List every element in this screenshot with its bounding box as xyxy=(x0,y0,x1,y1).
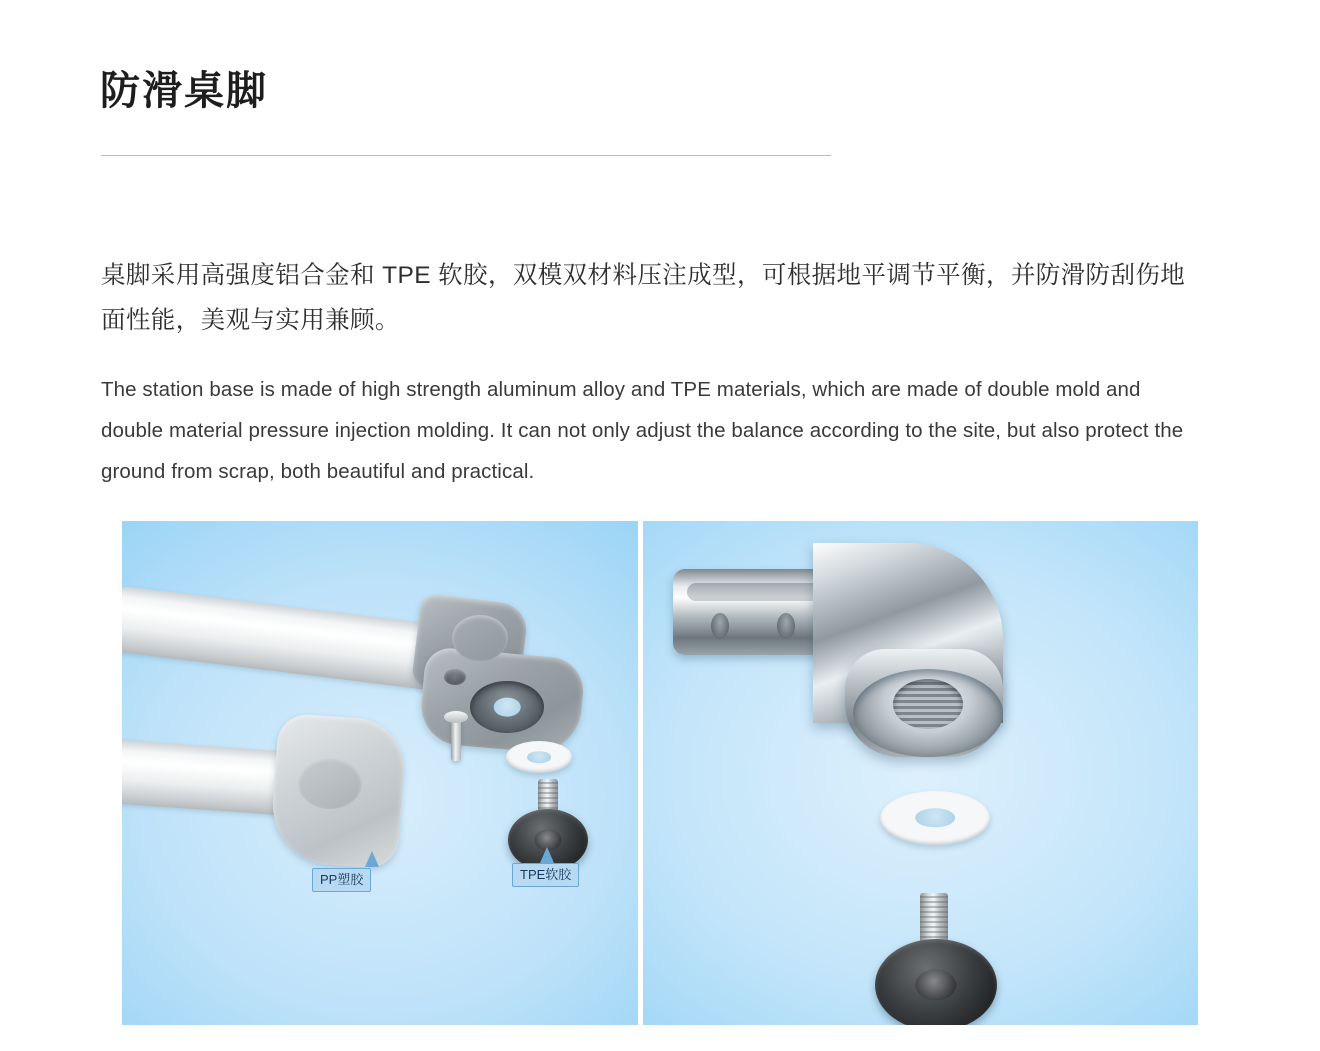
white-washer-right xyxy=(880,791,990,845)
paragraph-chinese: 桌脚采用高强度铝合金和 TPE 软胶，双模双材料压注成型，可根据地平调节平衡，并防滑防刮伤地面性能，美观与实用兼顾。 xyxy=(101,261,1186,334)
tpe-knob-right xyxy=(875,939,997,1025)
upper-joint-socket xyxy=(470,681,544,733)
callout-pp-plastic-arrow xyxy=(365,851,379,867)
small-screw-head xyxy=(444,711,468,723)
callout-tpe-rubber-arrow xyxy=(540,847,554,863)
product-figure xyxy=(122,521,1198,1025)
figure-panel-left xyxy=(122,521,638,1025)
figure-panel-right xyxy=(643,521,1198,1025)
callout-tpe-rubber-label: TPE软胶 xyxy=(520,867,572,882)
callout-tpe-rubber xyxy=(512,863,579,887)
page-title: 防滑桌脚 xyxy=(100,68,268,113)
chrome-barrel-slot xyxy=(687,583,827,601)
elbow-threaded-bore xyxy=(893,679,963,729)
chrome-barrel-hole-1 xyxy=(711,613,729,639)
lower-joint-logo xyxy=(298,757,362,809)
chrome-barrel-hole-2 xyxy=(777,613,795,639)
title-divider xyxy=(101,155,831,156)
callout-pp-plastic-label: PP塑胶 xyxy=(320,872,364,887)
knob-stem-right xyxy=(920,893,948,945)
white-washer-upper xyxy=(506,741,572,773)
upper-tube xyxy=(122,585,444,691)
small-screw xyxy=(451,717,461,761)
upper-joint-logo xyxy=(452,615,508,661)
callout-pp-plastic xyxy=(312,868,371,892)
paragraph-english: The station base is made of high strength aluminum alloy and TPE materials, which are made of double mold and double material pressure injection molding. It can not only adjust the balance according to the site, but also protect the ground from scrap, both beautiful and practical. xyxy=(101,377,1184,483)
upper-joint-pin-hole xyxy=(444,669,466,685)
